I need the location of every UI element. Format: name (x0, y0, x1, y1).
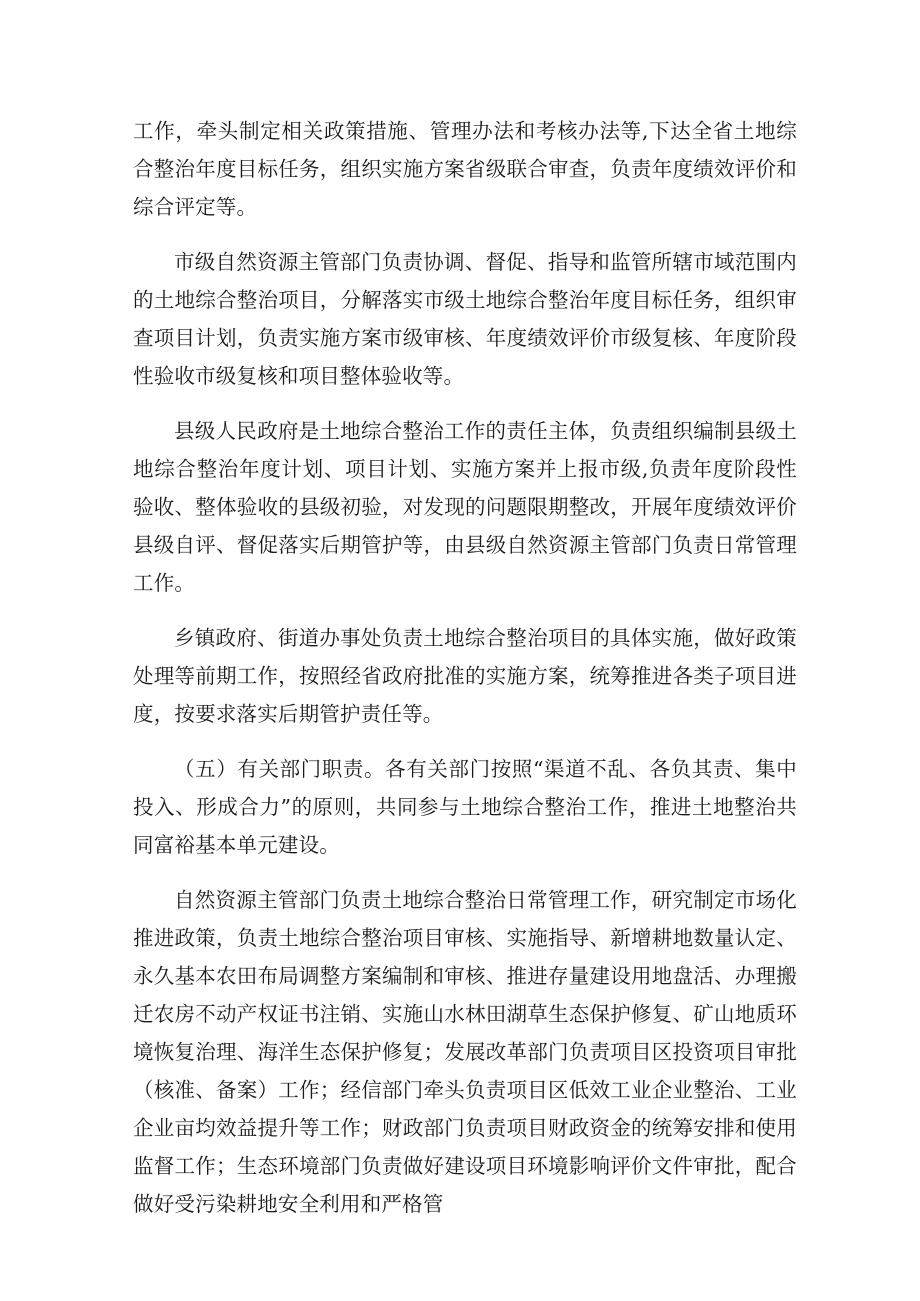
document-body (133, 112, 797, 1240)
paragraph-section-five-heading: （五）有关部门职责。各有关部门按照“渠道不乱、各负其责、集中投入、形成合力”的原则，共同参与土地综合整治工作，推进土地整治共同富裕基本单元建设。 (133, 757, 797, 857)
paragraph-department-duties: 自然资源主管部门负责土地综合整治日常管理工作，研究制定市场化推进政策，负责土地综合整治项目审核、实施指导、新增耕地数量认定、永久基本农田布局调整方案编制和审核、推进存量建设用地盘活、办理搬迁农房不动产权证书注销、实施山水林田湖草生态保护修复、矿山地质环境恢复治理、海洋生态保护修复；发展改革部门负责项目区投资项目审批（核准、备案）工作；经信部门牵头负责项目区低效工业企业整治、工业企业亩均效益提升等工作；财政部门负责项目财政资金的统筹安排和使用监督工作；生态环境部门负责做好建设项目环境影响评价文件审批，配合做好受污染耕地安全利用和严格管 (133, 888, 797, 1216)
paragraph-county-duties: 县级人民政府是土地综合整治工作的责任主体，负责组织编制县级土地综合整治年度计划、项目计划、实施方案并上报市级,负责年度阶段性验收、整体验收的县级初验，对发现的问题限期整改，开展年度绩效评价县级自评、督促落实后期管护等，由县级自然资源主管部门负责日常管理工作。 (133, 419, 797, 595)
paragraph-municipal-duties: 市级自然资源主管部门负责协调、督促、指导和监管所辖市域范围内的土地综合整治项目，分解落实市级土地综合整治年度目标任务，组织审查项目计划，负责实施方案市级审核、年度绩效评价市级复核、年度阶段性验收市级复核和项目整体验收等。 (133, 250, 797, 388)
paragraph-provincial-duties-continuation: 工作，牵头制定相关政策措施、管理办法和考核办法等,下达全省土地综合整治年度目标任务，组织实施方案省级联合审查，负责年度绩效评价和综合评定等。 (133, 119, 797, 219)
paragraph-township-duties: 乡镇政府、街道办事处负责土地综合整治项目的具体实施，做好政策处理等前期工作，按照经省政府批准的实施方案，统筹推进各类子项目进度，按要求落实后期管护责任等。 (133, 626, 797, 726)
